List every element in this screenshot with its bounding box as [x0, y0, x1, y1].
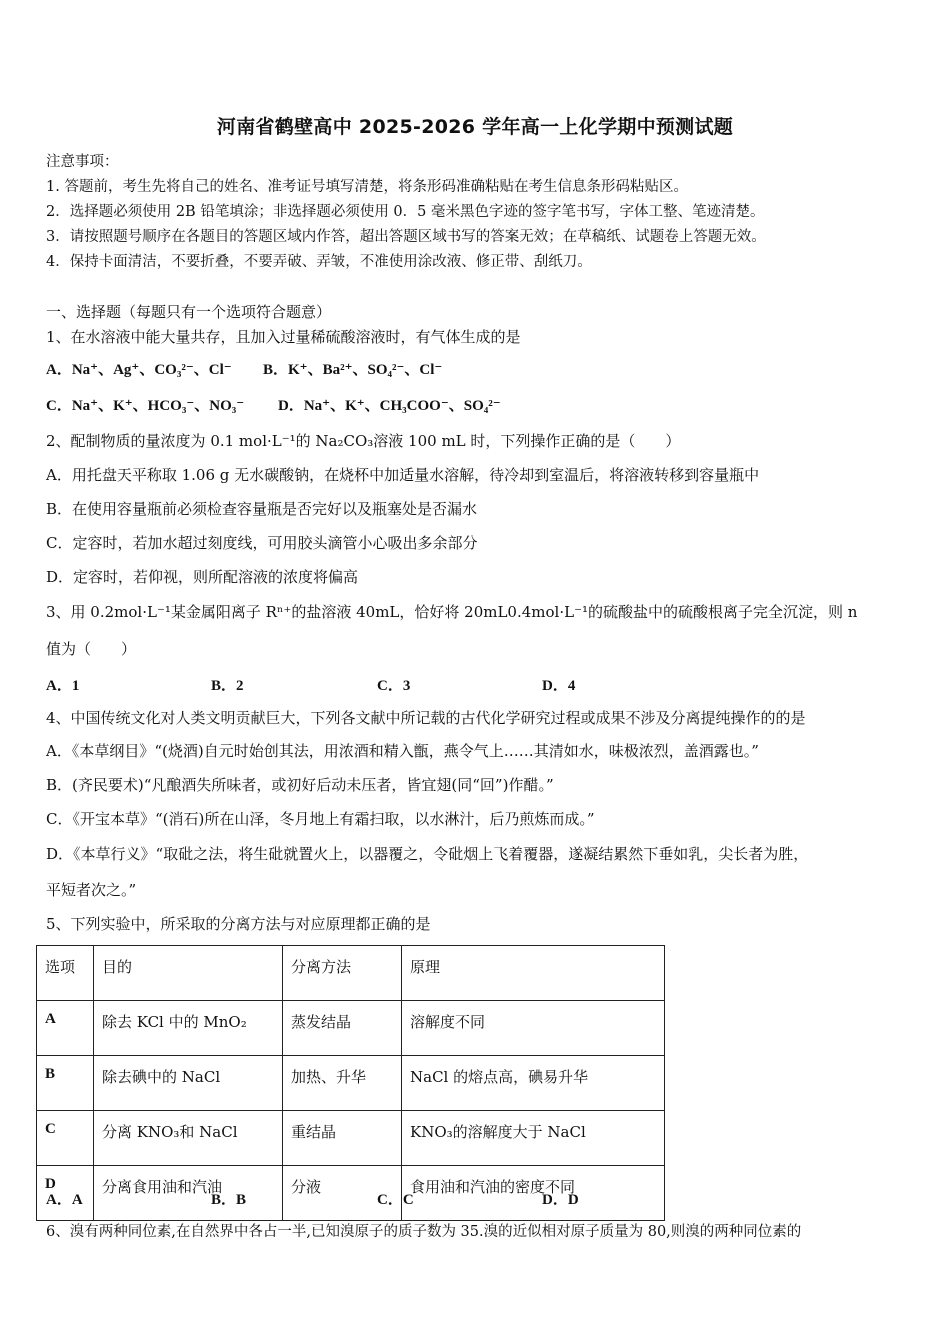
- table-header-cell: 分离方法: [283, 946, 402, 1001]
- q3-option-d: D．4: [542, 678, 576, 694]
- table-row: [37, 1111, 665, 1166]
- question-2-stem: 2、配制物质的量浓度为 0.1 mol·L⁻¹的 Na₂CO₃溶液 100 mL 时，下列操作正确的是（ ）: [46, 432, 681, 450]
- table-cell: KNO₃的溶解度大于 NaCl: [402, 1111, 665, 1166]
- notice-item-3: 3．请按照题号顺序在各题目的答题区域内作答，超出答题区域书写的答案无效；在草稿纸、试题卷上答题无效。: [46, 229, 766, 245]
- table-header-row: [37, 946, 665, 1001]
- q3-option-a: A．1: [46, 678, 80, 694]
- q5-option-d: D．D: [542, 1192, 579, 1208]
- section-heading: 一、选择题（每题只有一个选项符合题意）: [46, 303, 332, 321]
- q5-option-a: A．A: [46, 1192, 83, 1208]
- table-cell: 除去 KCl 中的 MnO₂: [94, 1001, 283, 1056]
- table-row: [37, 1001, 665, 1056]
- q4-option-d-line1: D．《本草行义》“取砒之法，将生砒就置火上，以器覆之，令砒烟上飞着覆器，遂凝结累然下垂如乳，尖长者为胜，: [46, 845, 809, 863]
- q5-option-b: B．B: [211, 1192, 247, 1208]
- separation-methods-table: [36, 945, 665, 1221]
- q2-option-a: A．用托盘天平称取 1.06 g 无水碳酸钠，在烧杯中加适量水溶解，待冷却到室温后，将溶液转移到容量瓶中: [46, 466, 760, 484]
- table-header-cell: 原理: [402, 946, 665, 1001]
- q2-option-d: D．定容时，若仰视，则所配溶液的浓度将偏高: [46, 568, 359, 586]
- table-cell: 食用油和汽油的密度不同: [402, 1166, 665, 1221]
- q2-option-c: C．定容时，若加水超过刻度线，可用胶头滴管小心吸出多余部分: [46, 534, 478, 552]
- notice-item-2: 2．选择题必须使用 2B 铅笔填涂；非选择题必须使用 0．5 毫米黑色字迹的签字笔书写，字体工整、笔迹清楚。: [46, 204, 765, 220]
- q1-option-a: A．Na⁺、Ag⁺、CO₃²⁻、Cl⁻: [46, 362, 232, 378]
- question-1-stem: 1、在水溶液中能大量共存，且加入过量稀硫酸溶液时，有气体生成的是: [46, 328, 521, 346]
- table-cell: C: [37, 1111, 94, 1166]
- notice-heading: 注意事项：: [46, 154, 119, 170]
- notice-item-1: 1. 答题前，考生先将自己的姓名、准考证号填写清楚，将条形码准确粘贴在考生信息条形码粘贴区。: [46, 179, 688, 195]
- notice-item-4: 4．保持卡面清洁，不要折叠，不要弄破、弄皱，不准使用涂改液、修正带、刮纸刀。: [46, 254, 592, 270]
- table-cell: 重结晶: [283, 1111, 402, 1166]
- question-6-stem: 6、溴有两种同位素,在自然界中各占一半,已知溴原子的质子数为 35.溴的近似相对原子质量为 80,则溴的两种同位素的: [46, 1224, 802, 1240]
- q5-option-c: C．C: [377, 1192, 414, 1208]
- table-cell: A: [37, 1001, 94, 1056]
- q1-option-c: C．Na⁺、K⁺、HCO₃⁻、NO₃⁻: [46, 398, 245, 414]
- q4-option-c: C．《开宝本草》“(消石)所在山泽，冬月地上有霜扫取，以水淋汁，后乃煎炼而成。”: [46, 810, 595, 828]
- q4-option-d-line2: 平短者次之。”: [46, 881, 137, 899]
- table-cell: B: [37, 1056, 94, 1111]
- q3-option-b: B．2: [211, 678, 244, 694]
- table-cell: 除去碘中的 NaCl: [94, 1056, 283, 1111]
- table-cell: 分离 KNO₃和 NaCl: [94, 1111, 283, 1166]
- question-5-stem: 5、下列实验中，所采取的分离方法与对应原理都正确的是: [46, 915, 431, 933]
- table-cell: NaCl 的熔点高，碘易升华: [402, 1056, 665, 1111]
- q1-option-b: B．K⁺、Ba²⁺、SO₄²⁻、Cl⁻: [263, 362, 443, 378]
- table-cell: 分离食用油和汽油: [94, 1166, 283, 1221]
- table-header-cell: 目的: [94, 946, 283, 1001]
- question-3-stem-line2: 值为（ ）: [46, 640, 137, 658]
- table-row: [37, 1056, 665, 1111]
- table-header-cell: 选项: [37, 946, 94, 1001]
- document-title: 河南省鹤壁高中 2025-2026 学年高一上化学期中预测试题: [216, 116, 734, 138]
- table-cell: 蒸发结晶: [283, 1001, 402, 1056]
- table-cell: 加热、升华: [283, 1056, 402, 1111]
- q4-option-b: B．(齐民要术)“凡酿酒失所味者，或初好后动未压者，皆宜翅(同“回”)作醋。”: [46, 776, 554, 794]
- q3-option-c: C．3: [377, 678, 411, 694]
- table-cell: D: [37, 1166, 94, 1221]
- q1-option-d: D．Na⁺、K⁺、CH₃COO⁻、SO₄²⁻: [278, 398, 501, 414]
- q2-option-b: B．在使用容量瓶前必须检查容量瓶是否完好以及瓶塞处是否漏水: [46, 500, 478, 518]
- question-3-stem-line1: 3、用 0.2mol·L⁻¹某金属阳离子 Rⁿ⁺的盐溶液 40mL，恰好将 20mL0.4mol·L⁻¹的硫酸盐中的硫酸根离子完全沉淀，则 n: [46, 603, 858, 621]
- table-cell: 分液: [283, 1166, 402, 1221]
- table-cell: 溶解度不同: [402, 1001, 665, 1056]
- q4-option-a: A．《本草纲目》“(烧酒)自元时始创其法，用浓酒和精入甑，燕令气上……其清如水，味极浓烈，盖酒露也。”: [46, 742, 759, 760]
- question-4-stem: 4、中国传统文化对人类文明贡献巨大，下列各文献中所记载的古代化学研究过程或成果不涉及分离提纯操作的的是: [46, 709, 806, 727]
